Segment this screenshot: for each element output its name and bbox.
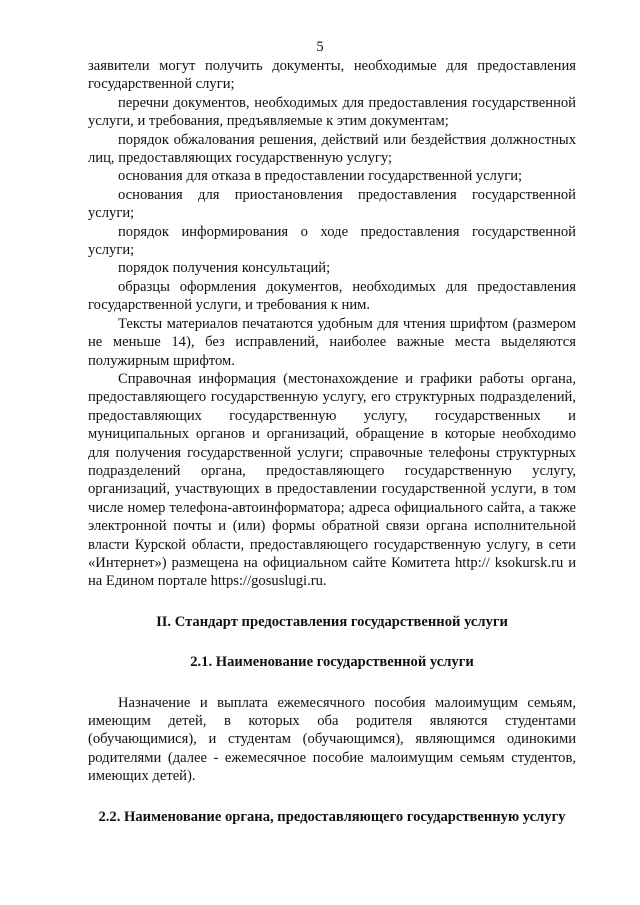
paragraph-suspension-grounds: основания для приостановления предоставления государственной услуги; bbox=[88, 186, 576, 222]
paragraph-document-lists: перечни документов, необходимых для предоставления государственной услуги, и требования, предъявляемые к этим документам; bbox=[88, 94, 576, 130]
paragraph-consultations: порядок получения консультаций; bbox=[118, 260, 331, 277]
page-number: 5 bbox=[316, 39, 324, 55]
paragraph-applicants-documents: заявители могут получить документы, необходимые для предоставления государственной слуги; bbox=[88, 58, 576, 93]
subsection-1-text: Назначение и выплата ежемесячного пособия малоимущим семьям, имеющим детей, в которых оба родителя являются студентами (обучающимися), и студентам (обучающимся), являющимся одинокими родителями (далее - ежемесячное пособие малоимущим семьям студентов, имеющих детей). bbox=[88, 694, 576, 785]
paragraph-appeal-procedure: порядок обжалования решения, действий или бездействия должностных лиц, предоставляющих государственную услугу; bbox=[88, 131, 576, 167]
section-heading: II. Стандарт предоставления государственной услуги bbox=[156, 613, 508, 630]
subsection-2-heading: 2.2. Наименование органа, предоставляющего государственную услугу bbox=[98, 808, 566, 825]
paragraph-text-materials: Тексты материалов печатаются удобным для чтения шрифтом (размером не меньше 14), без исправлений, наиболее важные места выделяются полужирным шрифтом. bbox=[88, 315, 576, 369]
paragraph-refusal-grounds: основания для отказа в предоставлении государственной услуги; bbox=[118, 168, 523, 185]
paragraph-document-samples: образцы оформления документов, необходимых для предоставления государственной услуги, и требования к ним. bbox=[88, 278, 576, 314]
document-body bbox=[88, 57, 576, 826]
subsection-1-heading: 2.1. Наименование государственной услуги bbox=[190, 654, 474, 671]
paragraph-reference-info: Справочная информация (местонахождение и графики работы органа, предоставляющего государственную услугу, его структурных подразделений, предоставляющих государственную услугу, государственных и муниципальных органов и организаций, обращение в которые необходимо для получения государственной услуги; справочные телефоны структурных подразделений органа, предоставляющего государственную услугу, организаций, участвующих в предоставлении государственной услуги, в том числе номер телефона-автоинформатора; адреса официального сайта, а также электронной почты и (или) формы обратной связи органа исполнительной власти Курской области, предоставляющего государственную услугу, в сети «Интернет») размещена на официальном сайте Комитета http:// ksokursk.ru и на Едином портале https://gosuslugi.ru. bbox=[88, 370, 576, 590]
paragraph-informing-procedure: порядок информирования о ходе предоставления государственной услуги; bbox=[88, 223, 576, 259]
